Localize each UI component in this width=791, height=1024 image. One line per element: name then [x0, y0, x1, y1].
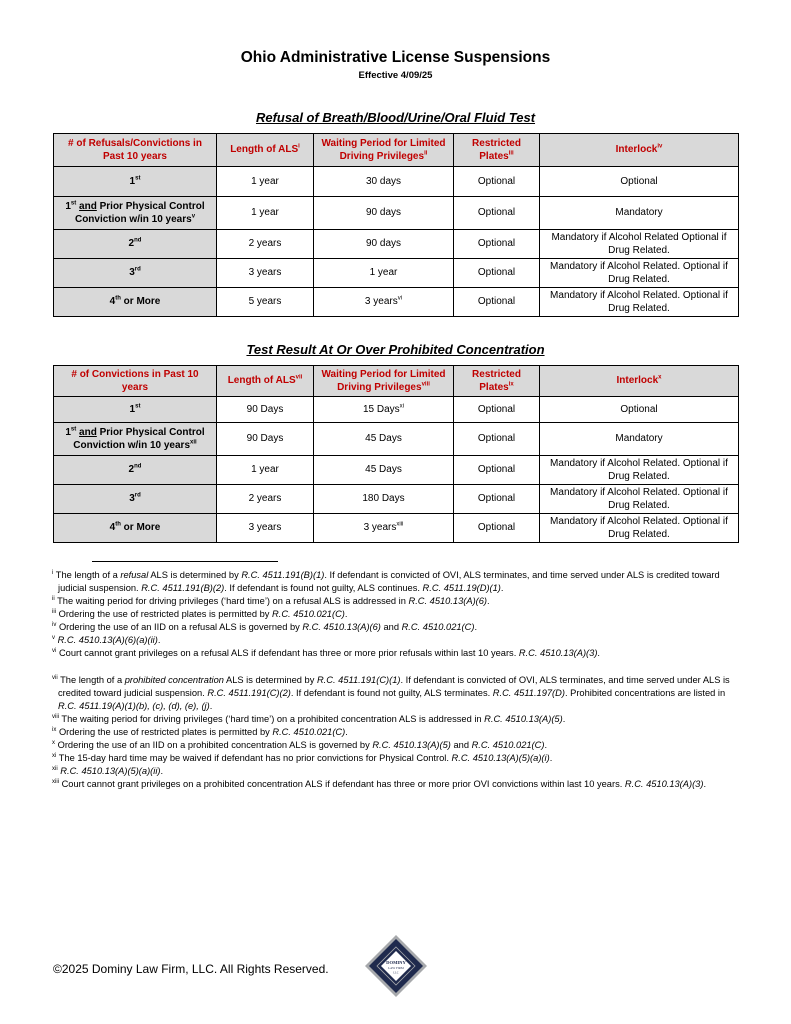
- cell-waiting: 90 days: [314, 197, 454, 230]
- cell-interlock: Mandatory if Alcohol Related. Optional if Drug Related.: [540, 456, 739, 485]
- cell-interlock: Optional: [540, 397, 739, 423]
- svg-text:DOMINY: DOMINY: [386, 960, 406, 965]
- row-label: 1st and Prior Physical Control Conviction w/in 10 years$^{xii}$: [54, 423, 217, 456]
- table-row: [54, 423, 739, 456]
- cell-length: 1 year: [217, 167, 314, 197]
- col-header-interlock: Interlock$^x$: [540, 366, 739, 397]
- cell-length: 90 Days: [217, 397, 314, 423]
- cell-length: 3 years: [217, 259, 314, 288]
- table-row: [54, 288, 739, 317]
- row-label: 3rd: [54, 485, 217, 514]
- cell-waiting: 90 days: [314, 230, 454, 259]
- refusal-section-title: Refusal of Breath/Blood/Urine/Oral Fluid Test: [255, 110, 536, 125]
- cell-waiting: 30 days: [314, 167, 454, 197]
- table-row: [54, 259, 739, 288]
- row-label: 3rd: [54, 259, 217, 288]
- footnote: $^{ii}$ The waiting period for driving privileges (‘hard time’) on a refusal ALS is addressed in R.C. 4510.13(A)(6).: [52, 595, 490, 606]
- table-row: [54, 197, 739, 230]
- col-header-interlock: Interlock$^{iv}$: [540, 134, 739, 167]
- row-label: 4th or More: [54, 288, 217, 317]
- cell-interlock: Mandatory: [540, 197, 739, 230]
- svg-text:LAW FIRM: LAW FIRM: [388, 966, 404, 970]
- footnote: $^{viii}$ The waiting period for driving privileges (‘hard time’) on a prohibited concentration ALS is addressed in R.C. 4510.13(A)(5).: [52, 713, 566, 724]
- row-label: 1st and Prior Physical Control Conviction w/in 10 years$^v$: [54, 197, 217, 230]
- cell-interlock: Mandatory if Alcohol Related. Optional if Drug Related.: [540, 514, 739, 543]
- table-row: [54, 230, 739, 259]
- footnote: $^i$ The length of a refusal ALS is determined by R.C. 4511.191(B)(1). If defendant is convicted of OVI, ALS terminates, and time served under ALS is credited toward judicial suspension. R.C. 4511.191(B)(2). If defendant is found not guilty, ALS continues. R.C. 4511.19(D)(1).: [52, 569, 720, 593]
- cell-waiting: 180 Days: [314, 485, 454, 514]
- cell-length: 2 years: [217, 485, 314, 514]
- footnote: $^x$ Ordering the use of an IID on a prohibited concentration ALS is governed by R.C. 4510.13(A)(5) and R.C. 4510.021(C).: [52, 739, 548, 750]
- footnote: $^{xi}$ The 15-day hard time may be waived if defendant has no prior convictions for Physical Control. R.C. 4510.13(A)(5)(a)(i).: [52, 752, 553, 763]
- copyright-footer: ©2025 Dominy Law Firm, LLC. All Rights Reserved.: [53, 962, 329, 976]
- cell-waiting: 45 Days: [314, 423, 454, 456]
- cell-length: 1 year: [217, 197, 314, 230]
- effective-date: Effective 4/09/25: [358, 70, 433, 81]
- cell-interlock: Mandatory if Alcohol Related. Optional if Drug Related.: [540, 485, 739, 514]
- col-header-refusals: # of Refusals/Convictions in Past 10 years: [54, 134, 217, 167]
- cell-length: 1 year: [217, 456, 314, 485]
- cell-waiting: 45 Days: [314, 456, 454, 485]
- col-header-convictions: # of Convictions in Past 10 years: [54, 366, 217, 397]
- cell-interlock: Mandatory if Alcohol Related Optional if Drug Related.: [540, 230, 739, 259]
- table-row: [54, 167, 739, 197]
- col-header-waiting: Waiting Period for Limited Driving Privileges$^{ii}$: [314, 134, 454, 167]
- footnotes: [52, 569, 732, 791]
- cell-plates: Optional: [454, 456, 540, 485]
- cell-length: 90 Days: [217, 423, 314, 456]
- col-header-length: Length of ALS$^i$: [217, 134, 314, 167]
- table-row: [54, 485, 739, 514]
- footnote: $^{vi}$ Court cannot grant privileges on a refusal ALS if defendant has three or more prior refusals within last 10 years. R.C. 4510.13(A)(3).: [52, 647, 601, 658]
- row-label: 1st: [54, 397, 217, 423]
- footnote: $^{vii}$ The length of a prohibited concentration ALS is determined by R.C. 4511.191(C)(1). If defendant is convicted of OVI, ALS terminates, and time served under ALS is credited toward judicial suspension. R.C. 4511.191(C)(2). If defendant is found not guilty, ALS terminates. R.C. 4511.197(D). Prohibited concentrations are listed in R.C. 4511.19(A)(1)(b), (c), (d), (e), (j).: [52, 674, 730, 711]
- footnote: $^{ix}$ Ordering the use of restricted plates is permitted by R.C. 4510.021(C).: [52, 726, 348, 737]
- footnote: $^{iii}$ Ordering the use of restricted plates is permitted by R.C. 4510.021(C).: [52, 608, 348, 619]
- cell-interlock: Mandatory if Alcohol Related. Optional if Drug Related.: [540, 288, 739, 317]
- cell-interlock: Mandatory if Alcohol Related. Optional if Drug Related.: [540, 259, 739, 288]
- cell-plates: Optional: [454, 167, 540, 197]
- cell-plates: Optional: [454, 485, 540, 514]
- cell-waiting: 1 year: [314, 259, 454, 288]
- cell-waiting: 15 Days$^{xi}$: [314, 397, 454, 423]
- cell-length: 3 years: [217, 514, 314, 543]
- footnote: $^{iv}$ Ordering the use of an IID on a refusal ALS is governed by R.C. 4510.13(A)(6) and R.C. 4510.021(C).: [52, 621, 478, 632]
- col-header-waiting: Waiting Period for Limited Driving Privileges$^{viii}$: [314, 366, 454, 397]
- dominy-law-firm-logo: [364, 934, 428, 998]
- document-title: Ohio Administrative License Suspensions: [240, 49, 551, 66]
- footnote: $^{xiii}$ Court cannot grant privileges on a prohibited concentration ALS if defendant has three or more prior OVI convictions within last 10 years. R.C. 4510.13(A)(3).: [52, 778, 707, 789]
- table-row: [54, 514, 739, 543]
- cell-plates: Optional: [454, 423, 540, 456]
- cell-waiting: 3 years$^{vi}$: [314, 288, 454, 317]
- svg-text:LLC: LLC: [393, 971, 399, 975]
- row-label: 2nd: [54, 456, 217, 485]
- cell-plates: Optional: [454, 514, 540, 543]
- table-row: [54, 456, 739, 485]
- row-label: 2nd: [54, 230, 217, 259]
- footnote: $^v$ R.C. 4510.13(A)(6)(a)(ii).: [52, 634, 161, 645]
- refusal-header-row: [54, 134, 739, 167]
- cell-plates: Optional: [454, 197, 540, 230]
- footnote-divider: [92, 561, 278, 562]
- cell-plates: Optional: [454, 230, 540, 259]
- cell-interlock: Optional: [540, 167, 739, 197]
- cell-waiting: 3 years$^{xiii}$: [314, 514, 454, 543]
- cell-plates: Optional: [454, 397, 540, 423]
- refusal-table: [53, 133, 739, 317]
- row-label: 4th or More: [54, 514, 217, 543]
- table-row: [54, 397, 739, 423]
- col-header-plates: Restricted Plates$^{iii}$: [454, 134, 540, 167]
- cell-plates: Optional: [454, 259, 540, 288]
- cell-length: 5 years: [217, 288, 314, 317]
- col-header-plates: Restricted Plates$^{ix}$: [454, 366, 540, 397]
- prohibited-section-title: Test Result At Or Over Prohibited Concentration: [246, 342, 545, 357]
- prohibited-table: [53, 365, 739, 543]
- col-header-length: Length of ALS$^{vii}$: [217, 366, 314, 397]
- cell-interlock: Mandatory: [540, 423, 739, 456]
- cell-length: 2 years: [217, 230, 314, 259]
- prohibited-header-row: [54, 366, 739, 397]
- cell-plates: Optional: [454, 288, 540, 317]
- row-label: 1st: [54, 167, 217, 197]
- footnote: $^{xii}$ R.C. 4510.13(A)(5)(a)(ii).: [52, 765, 164, 776]
